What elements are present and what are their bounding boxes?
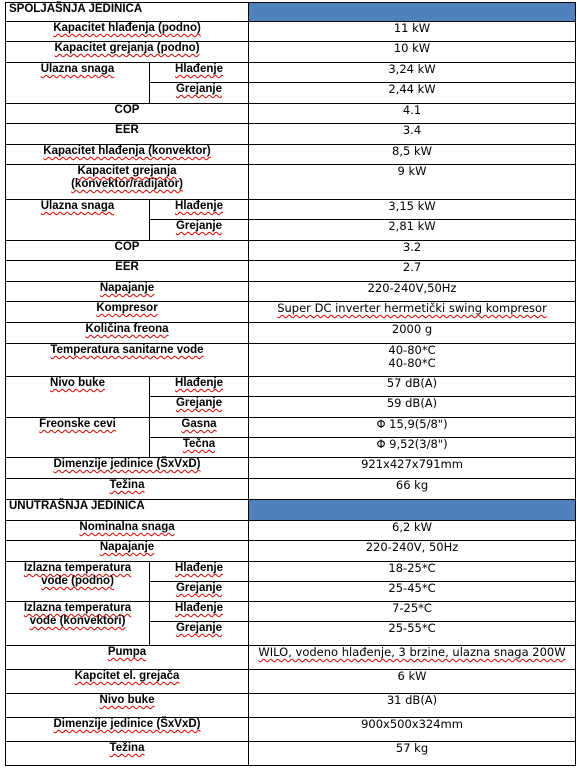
row-value: WILO, vodeno hlađenje, 3 brzine, ulazna snaga 200W	[249, 646, 576, 670]
table-row	[6, 124, 576, 145]
table-row	[6, 302, 576, 323]
row-value: 9 kW	[249, 165, 576, 200]
outdoor-section-header-fill	[249, 3, 576, 22]
table-row	[6, 104, 576, 124]
row-label: Nominalna snaga	[6, 521, 249, 541]
sub-label: Hlađenje	[150, 602, 249, 622]
row-value: 3.2	[249, 241, 576, 261]
sub-label: Gasna	[150, 418, 249, 438]
table-row	[6, 541, 576, 562]
sub-label: Grejanje	[150, 83, 249, 104]
sub-label: Hlađenje	[150, 377, 249, 397]
sub-label: Grejanje	[150, 622, 249, 646]
row-value: 2,44 kW	[249, 83, 576, 104]
row-label: Napajanje	[6, 541, 249, 562]
row-label: Ulazna snaga	[6, 63, 150, 104]
table-row	[6, 282, 576, 302]
table-row	[6, 377, 576, 397]
section-row-indoor	[6, 500, 576, 521]
sub-label: Grejanje	[150, 582, 249, 602]
row-label: Količina freona	[6, 323, 249, 344]
table-row	[6, 323, 576, 344]
row-label: Napajanje	[6, 282, 249, 302]
table-row	[6, 42, 576, 63]
row-label: COP	[6, 241, 249, 261]
row-value: 57 dB(A)	[249, 377, 576, 397]
sub-label: Hlađenje	[150, 63, 249, 83]
row-value: 4.1	[249, 104, 576, 124]
table-row	[6, 200, 576, 220]
row-label: Nivo buke	[6, 377, 150, 418]
row-value: 3.4	[249, 124, 576, 145]
row-value: 11 kW	[249, 22, 576, 42]
table-row	[6, 602, 576, 622]
row-label: Izlazna temperatura vode (konvektori)	[6, 602, 150, 646]
row-value: 900x500x324mm	[249, 718, 576, 742]
table-row	[6, 261, 576, 282]
row-label: Pumpa	[6, 646, 249, 670]
row-label: Izlazna temperatura vode (podno)	[6, 562, 150, 602]
row-label: EER	[6, 124, 249, 145]
row-label: Kapcitet el. grejača	[6, 670, 249, 694]
row-label: Nivo buke	[6, 694, 249, 718]
table-row	[6, 646, 576, 670]
row-value: 25-55*C	[249, 622, 576, 646]
sub-label: Tečna	[150, 438, 249, 458]
row-value: 25-45*C	[249, 582, 576, 602]
section-row-outdoor	[6, 3, 576, 22]
row-value: 59 dB(A)	[249, 397, 576, 418]
table-row	[6, 742, 576, 766]
table-row	[6, 418, 576, 438]
row-value: 8,5 kW	[249, 145, 576, 165]
row-value: 18-25*C	[249, 562, 576, 582]
table-row	[6, 718, 576, 742]
table-row	[6, 63, 576, 83]
table-row	[6, 241, 576, 261]
row-value: 220-240V, 50Hz	[249, 541, 576, 562]
row-label: Freonske cevi	[6, 418, 150, 458]
row-value: 3,15 kW	[249, 200, 576, 220]
table-row	[6, 694, 576, 718]
row-label: Temperatura sanitarne vode	[6, 344, 249, 377]
table-row	[6, 562, 576, 582]
indoor-section-title: UNUTRAŠNJA JEDINICA	[6, 500, 249, 521]
row-label: EER	[6, 261, 249, 282]
row-label: Ulazna snaga	[6, 200, 150, 241]
row-value: 66 kg	[249, 479, 576, 500]
row-value: 40-80*C 40-80*C	[249, 344, 576, 377]
table-row	[6, 479, 576, 500]
row-label: COP	[6, 104, 249, 124]
row-value: 3,24 kW	[249, 63, 576, 83]
row-label: Kapacitet hlađenja (konvektor)	[6, 145, 249, 165]
spec-table	[5, 2, 576, 766]
table-row	[6, 22, 576, 42]
row-value: Super DC inverter hermetički swing kompresor	[249, 302, 576, 323]
row-label: Kapacitet hlađenja (podno)	[6, 22, 249, 42]
row-value: Φ 15,9(5/8")	[249, 418, 576, 438]
row-value: 6,2 kW	[249, 521, 576, 541]
row-value: 31 dB(A)	[249, 694, 576, 718]
sub-label: Grejanje	[150, 220, 249, 241]
row-label: Kapacitet grejanja (konvektor/radijator)	[6, 165, 249, 200]
row-value: 2.7	[249, 261, 576, 282]
indoor-section-header-fill	[249, 500, 576, 521]
row-value: Φ 9,52(3/8")	[249, 438, 576, 458]
row-value: 7-25*C	[249, 602, 576, 622]
sub-label: Hlađenje	[150, 200, 249, 220]
row-value: 2000 g	[249, 323, 576, 344]
table-row	[6, 458, 576, 479]
table-row	[6, 145, 576, 165]
row-label: Težina	[6, 479, 249, 500]
table-row	[6, 521, 576, 541]
table-row	[6, 670, 576, 694]
row-label: Dimenzije jedinice (ŠxVxD)	[6, 718, 249, 742]
sub-label: Hlađenje	[150, 562, 249, 582]
row-label: Težina	[6, 742, 249, 766]
row-label: Dimenzije jedinice (ŠxVxD)	[6, 458, 249, 479]
row-label: Kapacitet grejanja (podno)	[6, 42, 249, 63]
row-value: 2,81 kW	[249, 220, 576, 241]
table-row	[6, 344, 576, 377]
row-value: 220-240V,50Hz	[249, 282, 576, 302]
row-value: 6 kW	[249, 670, 576, 694]
sub-label: Grejanje	[150, 397, 249, 418]
table-row	[6, 165, 576, 200]
row-value: 10 kW	[249, 42, 576, 63]
row-value: 57 kg	[249, 742, 576, 766]
row-value: 921x427x791mm	[249, 458, 576, 479]
outdoor-section-title: SPOLJAŠNJA JEDINICA	[6, 3, 249, 22]
row-label: Kompresor	[6, 302, 249, 323]
